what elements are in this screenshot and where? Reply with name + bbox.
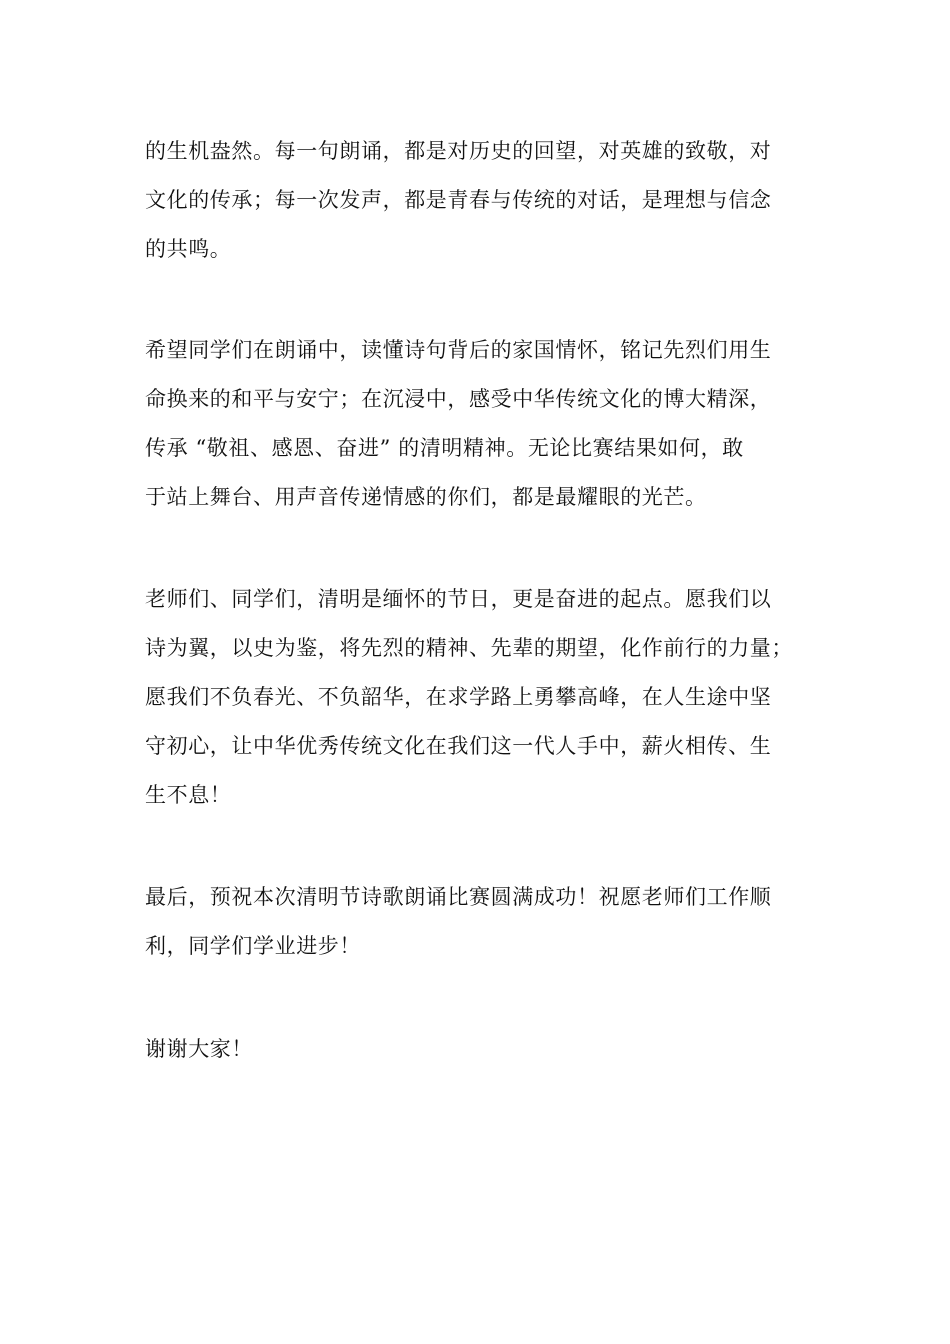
text-line: 守初心，让中华优秀传统文化在我们这一代人手中，薪火相传、生 xyxy=(145,734,772,758)
text-line: 传承 “敬祖、感恩、奋进” 的清明精神。无论比赛结果如何，敢 xyxy=(145,436,744,460)
text-line: 老师们、同学们，清明是缅怀的节日，更是奋进的起点。愿我们以 xyxy=(145,587,772,611)
text-line: 利，同学们学业进步！ xyxy=(145,934,361,958)
text-line: 的生机盎然。每一句朗诵，都是对历史的回望，对英雄的致敬，对 xyxy=(145,139,772,163)
text-line: 希望同学们在朗诵中，读懂诗句背后的家国情怀，铭记先烈们用生 xyxy=(145,338,772,362)
paragraph-1 xyxy=(145,127,845,274)
paragraph-2 xyxy=(145,326,845,522)
text-line: 的共鸣。 xyxy=(145,237,232,261)
text-line: 文化的传承；每一次发声，都是青春与传统的对话，是理想与信念 xyxy=(145,188,772,212)
text-line: 谢谢大家！ xyxy=(145,1037,253,1061)
paragraph-3 xyxy=(145,575,845,820)
text-line: 命换来的和平与安宁；在沉浸中，感受中华传统文化的博大精深， xyxy=(145,387,772,411)
text-line: 最后，预祝本次清明节诗歌朗诵比赛圆满成功！祝愿老师们工作顺 xyxy=(145,885,772,909)
paragraph-5 xyxy=(145,1025,845,1074)
paragraph-4 xyxy=(145,873,845,971)
text-line: 诗为翼，以史为鉴，将先烈的精神、先辈的期望，化作前行的力量； xyxy=(145,636,793,660)
text-line: 生不息！ xyxy=(145,783,232,807)
text-line: 愿我们不负春光、不负韶华，在求学路上勇攀高峰，在人生途中坚 xyxy=(145,685,772,709)
text-line: 于站上舞台、用声音传递情感的你们，都是最耀眼的光芒。 xyxy=(145,485,707,509)
